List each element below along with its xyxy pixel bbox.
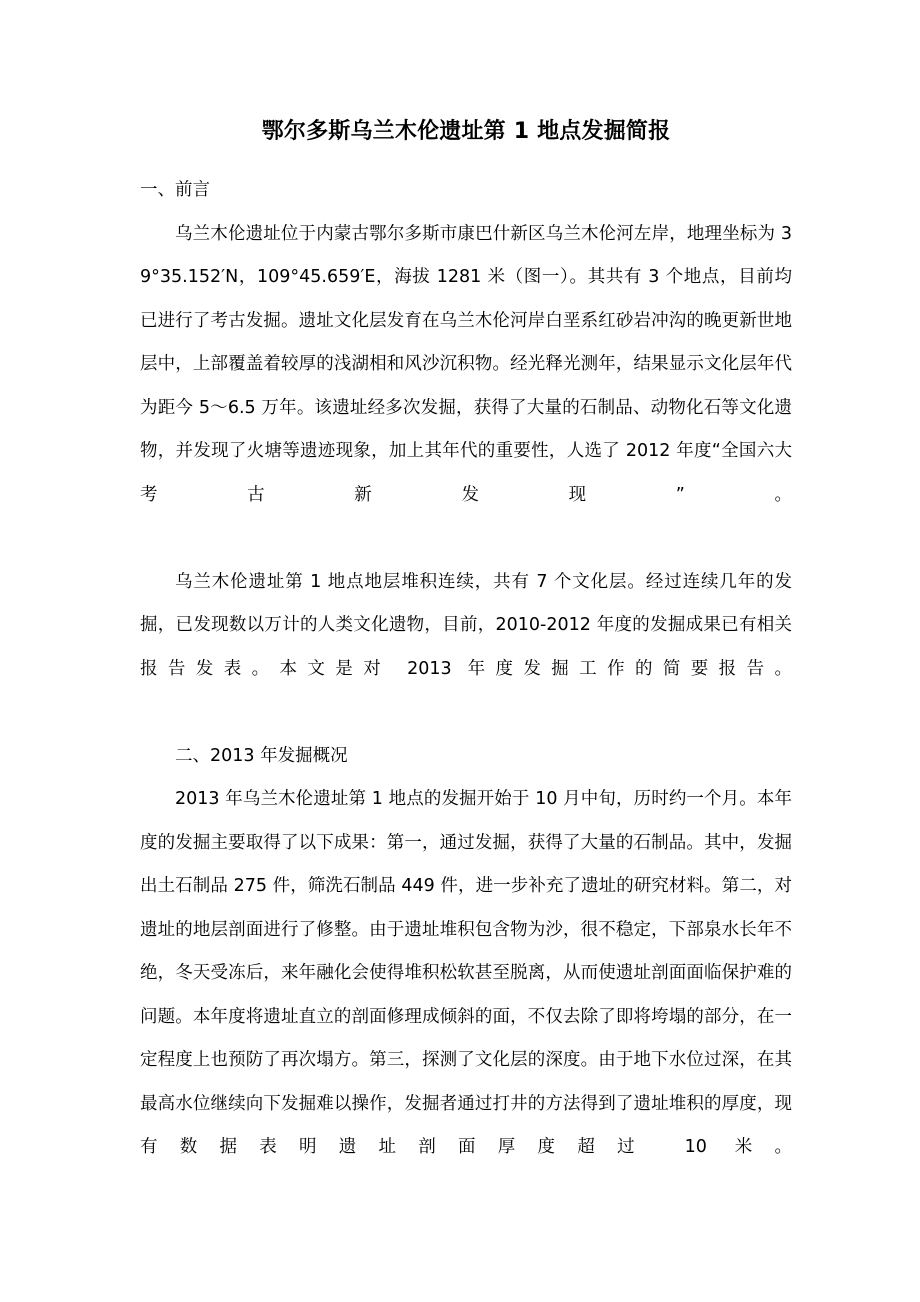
section-heading-excavation-2013: 二、2013 年发掘概况	[175, 745, 348, 766]
paragraph-excavation-results: 2013 年乌兰木伦遗址第 1 地点的发掘开始于 10 月中旬，历时约一个月。本年度的发掘主要取得了以下成果：第一，通过发掘，获得了大量的石制品。其中，发掘出土石制品 275 件，筛洗石制品 449 件，进一步补充了遗址的研究材料。第二，对遗址的地层剖面进行了修整。由于遗址堆积包含物为沙，很不稳定，下部泉水长年不绝，冬天受冻后，来年融化会使得堆积松软甚至脱离，从而使遗址剖面面临保护难的问题。本年度将遗址直立的剖面修理成倾斜的面，不仅去除了即将垮塌的部分，在一定程度上也预防了再次塌方。第三，探测了文化层的深度。由于地下水位过深，在其最高水位继续向下发掘难以操作，发掘者通过打井的方法得到了遗址堆积的厚度，现有数据表明遗址剖面厚度超过 10 米。	[140, 789, 792, 1157]
paragraph-stratigraphy-history: 乌兰木伦遗址第 1 地点地层堆积连续，共有 7 个文化层。经过连续几年的发掘，已发现数以万计的人类文化遗物，目前，2010-2012 年度的发掘成果已有相关报告发表。本文是对 2013 年度发掘工作的简要报告。	[140, 571, 792, 679]
paragraph-site-overview: 乌兰木伦遗址位于内蒙古鄂尔多斯市康巴什新区乌兰木伦河左岸，地理坐标为 39°35.152′N，109°45.659′E，海拔 1281 米（图一）。其共有 3 个地点，目前均已进行了考古发掘。遗址文化层发育在乌兰木伦河岸白垩系红砂岩冲沟的晚更新世地层中，上部覆盖着较厚的浅湖相和风沙沉积物。经光释光测年，结果显示文化层年代为距今 5～6.5 万年。该遗址经多次发掘，获得了大量的石制品、动物化石等文化遗物，并发现了火塘等遗迹现象，加上其年代的重要性，人选了 2012 年度“全国六大考古新发现”。	[140, 223, 792, 505]
page-title: 鄂尔多斯乌兰木伦遗址第 1 地点发掘简报	[261, 119, 671, 144]
section-heading-preface: 一、前言	[140, 180, 210, 200]
document-text-column	[140, 0, 792, 1213]
